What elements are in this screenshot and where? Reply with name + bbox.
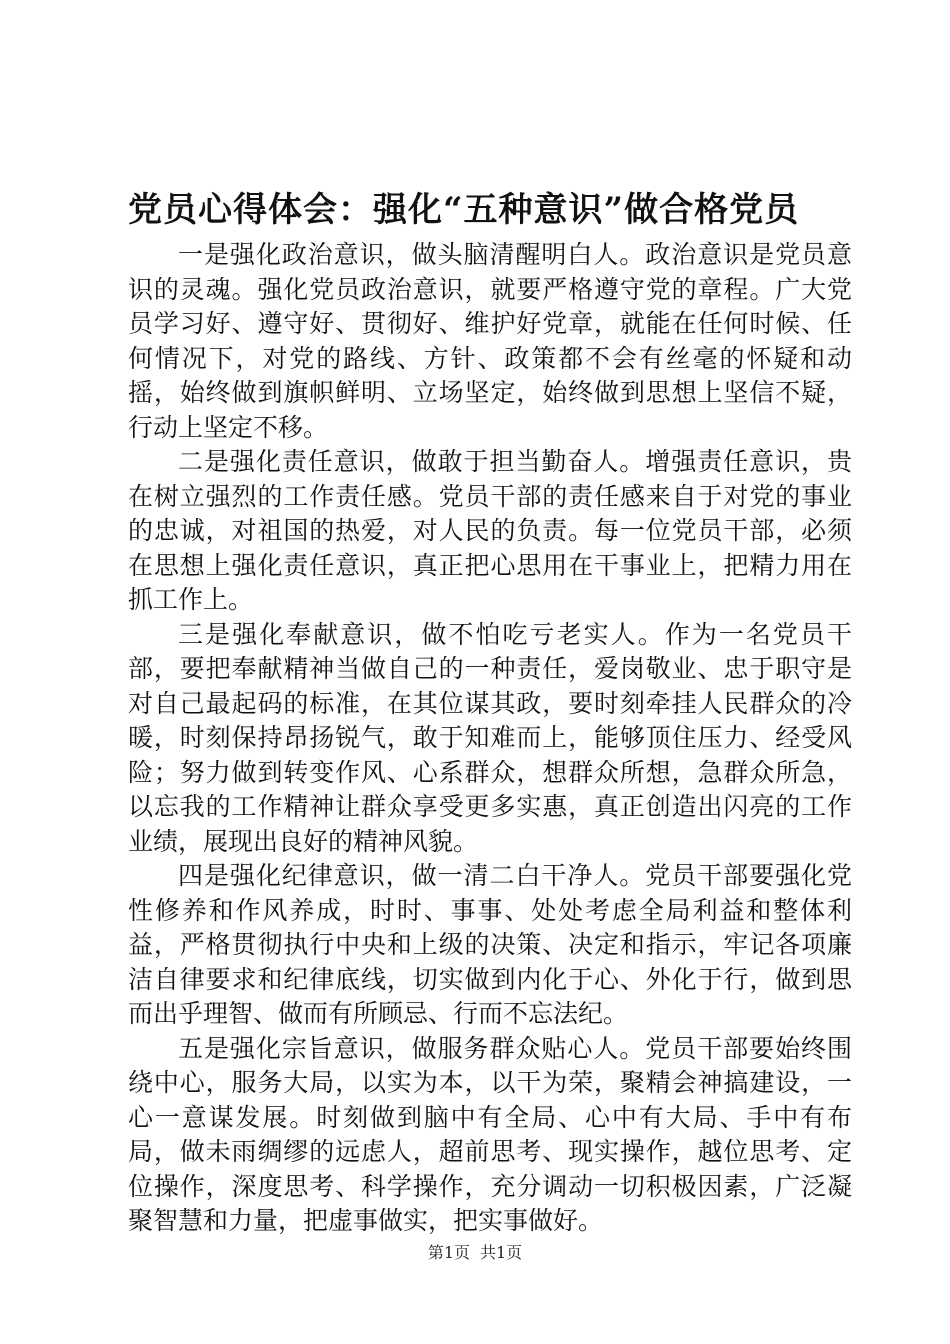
- paragraph-discipline-awareness: 四是强化纪律意识，做一清二白干净人。党员干部要强化党性修养和作风养成，时时、事事、处处考虑全局利益和整体利益，严格贯彻执行中央和上级的决策、决定和指示，牢记各项廉洁自律要求和纪律底线，切实做到内化于心、外化于行，做到思而出乎理智、做而有所顾忌、行而不忘法纪。: [128, 861, 852, 1028]
- document-body: [128, 238, 852, 1239]
- page-number-total: 共1页: [480, 1243, 523, 1262]
- document-title: 党员心得体会：强化“五种意识”做合格党员: [128, 190, 800, 230]
- page-footer: [0, 1242, 950, 1264]
- paragraph-responsibility-awareness: 二是强化责任意识，做敢于担当勤奋人。增强责任意识，贵在树立强烈的工作责任感。党员干部的责任感来自于对党的事业的忠诚，对祖国的热爱，对人民的负责。每一位党员干部，必须在思想上强化责任意识，真正把心思用在干事业上，把精力用在抓工作上。: [128, 447, 852, 614]
- paragraph-purpose-awareness: 五是强化宗旨意识，做服务群众贴心人。党员干部要始终围绕中心，服务大局，以实为本，以干为荣，聚精会神搞建设，一心一意谋发展。时刻做到脑中有全局、心中有大局、手中有布局，做未雨绸缪的远虑人，超前思考、现实操作，越位思考、定位操作，深度思考、科学操作，充分调动一切积极因素，广泛凝聚智慧和力量，把虚事做实，把实事做好。: [128, 1033, 852, 1235]
- paragraph-political-awareness: 一是强化政治意识，做头脑清醒明白人。政治意识是党员意识的灵魂。强化党员政治意识，就要严格遵守党的章程。广大党员学习好、遵守好、贯彻好、维护好党章，就能在任何时候、任何情况下，对党的路线、方针、政策都不会有丝毫的怀疑和动摇，始终做到旗帜鲜明、立场坚定，始终做到思想上坚信不疑，行动上坚定不移。: [128, 240, 852, 442]
- paragraph-dedication-awareness: 三是强化奉献意识，做不怕吃亏老实人。作为一名党员干部，要把奉献精神当做自己的一种责任，爱岗敬业、忠于职守是对自己最起码的标准，在其位谋其政，要时刻牵挂人民群众的冷暖，时刻保持昂扬锐气，敢于知难而上，能够顶住压力、经受风险；努力做到转变作风、心系群众，想群众所想，急群众所急，以忘我的工作精神让群众享受更多实惠，真正创造出闪亮的工作业绩，展现出良好的精神风貌。: [128, 619, 852, 856]
- page-number-current: 第1页: [427, 1243, 470, 1262]
